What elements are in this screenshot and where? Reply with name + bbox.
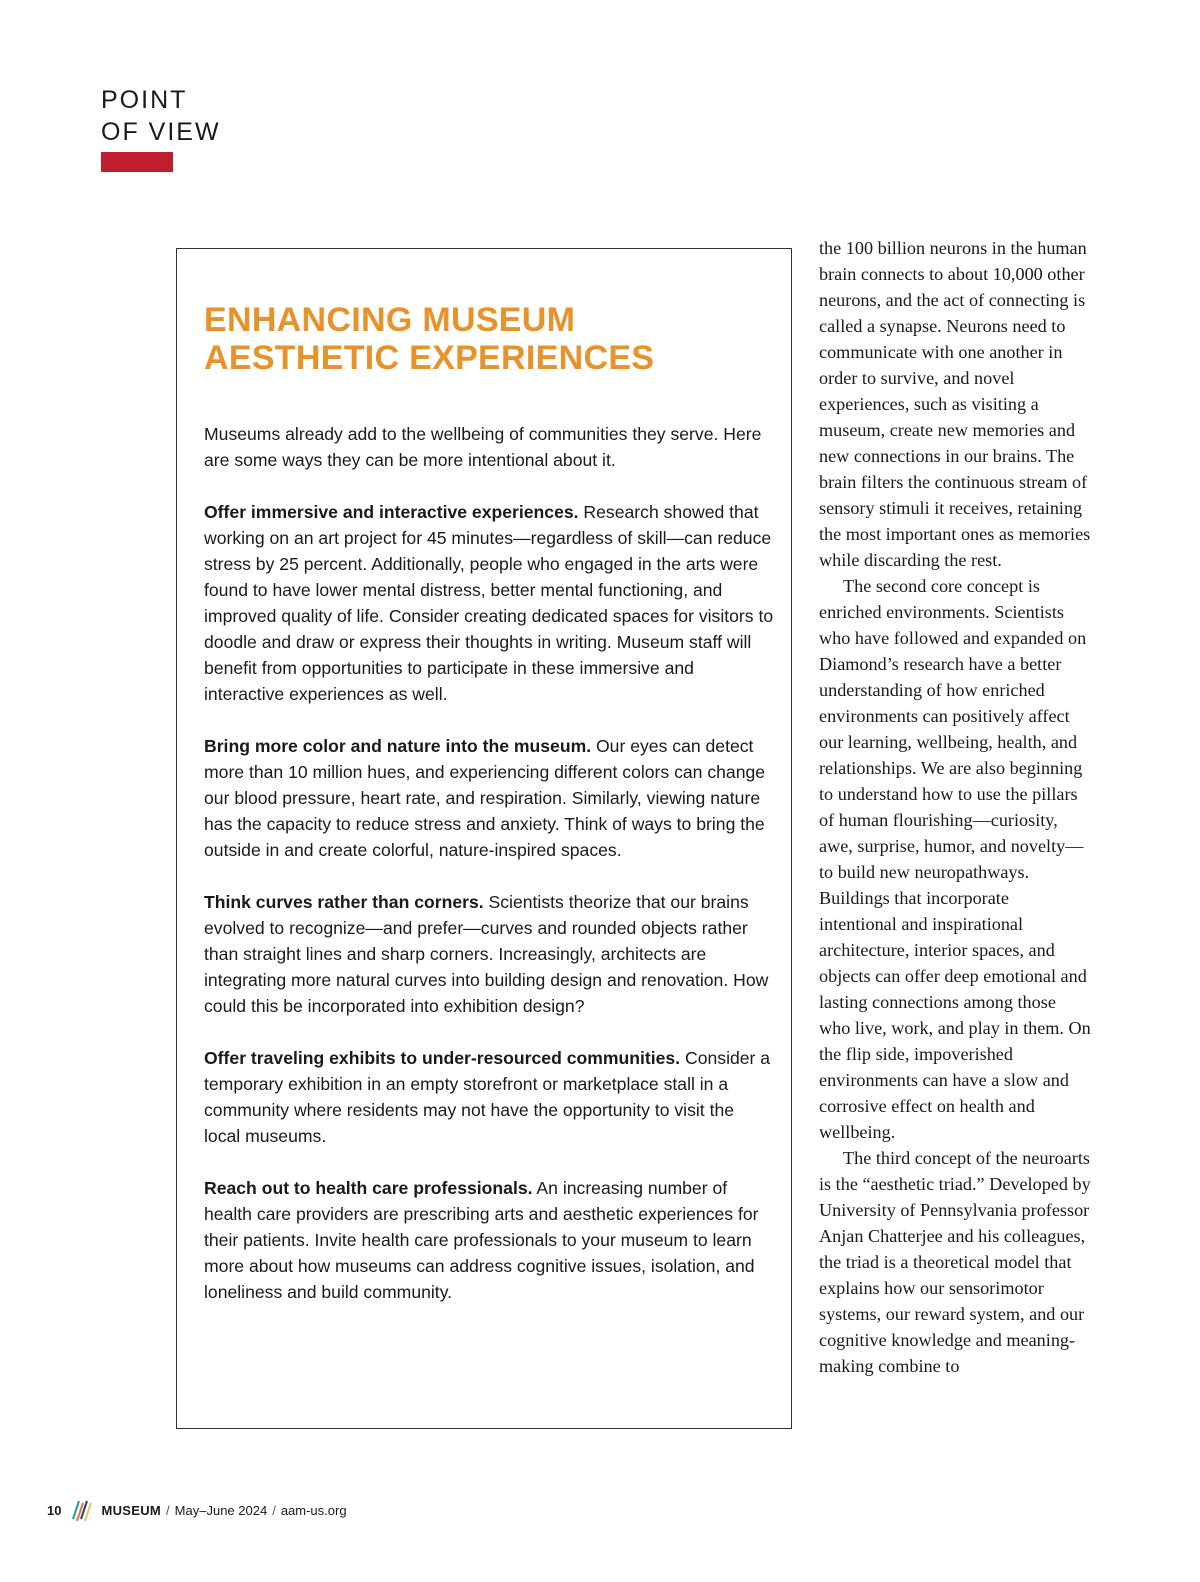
tip-heading: Reach out to health care professionals. (204, 1178, 533, 1198)
body-paragraph: the 100 billion neurons in the human brain connects to about 10,000 other neurons, and the act of connecting is called a synapse. Neurons need to communicate with one another in order to survive, and novel experiences, such as visiting a museum, create new memories and new connections in our brains. The brain filters the continuous stream of sensory stimuli it receives, retaining the most important ones as memories while discarding the rest. (819, 238, 1091, 570)
footer-separator: / (272, 1502, 276, 1518)
tip-paragraph (204, 1045, 774, 1149)
page-footer (47, 1497, 347, 1523)
website-link[interactable]: aam-us.org (280, 1502, 347, 1518)
sidebar-title-line2: AESTHETIC EXPERIENCES (204, 339, 655, 377)
tip-paragraph (204, 889, 774, 1019)
tip-body: Our eyes can detect more than 10 million hues, and experiencing different colors can change our blood pressure, heart rate, and respiration. Similarly, viewing nature has the capacity to reduce stress and anxiety. Think of ways to bring the outside in and create colorful, nature-inspired spaces. (204, 736, 766, 860)
tip-body: Consider a temporary exhibition in an empty storefront or marketplace stall in a community where residents may not have the opportunity to visit the local museums. (204, 1048, 771, 1146)
body-paragraph: The second core concept is enriched environments. Scientists who have followed and expanded on Diamond’s research have a better understanding of how enriched environments can positively affect our learning, wellbeing, health, and relationships. We are also beginning to understand how to use the pillars of human flourishing—curiosity, awe, surprise, humor, and novelty—to build new neuropathways. Buildings that incorporate intentional and inspirational architecture, interior spaces, and objects can offer deep emotional and lasting connections among those who live, work, and play in them. On the flip side, impoverished environments can have a slow and corrosive effect on health and wellbeing. (819, 576, 1091, 1142)
tip-paragraph (204, 733, 774, 863)
tip-heading: Offer immersive and interactive experiences. (204, 502, 579, 522)
tip-body: An increasing number of health care providers are prescribing arts and aesthetic experiences for their patients. Invite health care professionals to your museum to learn more about how museums can address cognitive issues, isolation, and loneliness and build community. (204, 1178, 759, 1302)
tip-body: Scientists theorize that our brains evolved to recognize—and prefer—curves and rounded objects rather than straight lines and sharp corners. Increasingly, architects are integrating more natural curves into building design and renovation. How could this be incorporated into exhibition design? (204, 892, 769, 1016)
sidebar-title-line1: ENHANCING MUSEUM (204, 301, 576, 339)
section-label-line1: POINT (101, 86, 188, 114)
sidebar-title (204, 301, 774, 377)
tip-heading: Offer traveling exhibits to under-resourced communities. (204, 1048, 681, 1068)
body-column (819, 235, 1091, 1379)
tip-body: Research showed that working on an art project for 45 minutes—regardless of skill—can reduce stress by 25 percent. Additionally, people who engaged in the arts were found to have lower mental distress, better mental functioning, and improved quality of life. Consider creating dedicated spaces for visitors to doodle and draw or express their thoughts in writing. Museum staff will benefit from opportunities to participate in these immersive and interactive experiences as well. (204, 502, 774, 704)
sidebar-content (204, 301, 774, 1305)
issue-date: May–June 2024 (174, 1502, 268, 1518)
section-accent-bar (101, 152, 173, 172)
magazine-name: MUSEUM (101, 1502, 162, 1518)
tip-heading: Think curves rather than corners. (204, 892, 484, 912)
sidebar-intro: Museums already add to the wellbeing of communities they serve. Here are some ways they can be more intentional about it. (204, 424, 762, 470)
tip-heading: Bring more color and nature into the museum. (204, 736, 592, 756)
aam-logo-icon (71, 1497, 93, 1523)
sidebar-box (176, 248, 792, 1429)
section-label-line2: OF VIEW (101, 118, 221, 146)
tip-paragraph (204, 499, 774, 707)
footer-separator: / (166, 1502, 170, 1518)
body-paragraph: The third concept of the neuroarts is the “aesthetic triad.” Developed by University of Pennsylvania professor Anjan Chatterjee and his colleagues, the triad is a theoretical model that explains how our sensorimotor systems, our reward system, and our cognitive knowledge and meaning-making combine to (819, 1148, 1091, 1376)
section-label (101, 84, 221, 148)
tip-paragraph (204, 1175, 774, 1305)
page-number: 10 (47, 1502, 62, 1518)
